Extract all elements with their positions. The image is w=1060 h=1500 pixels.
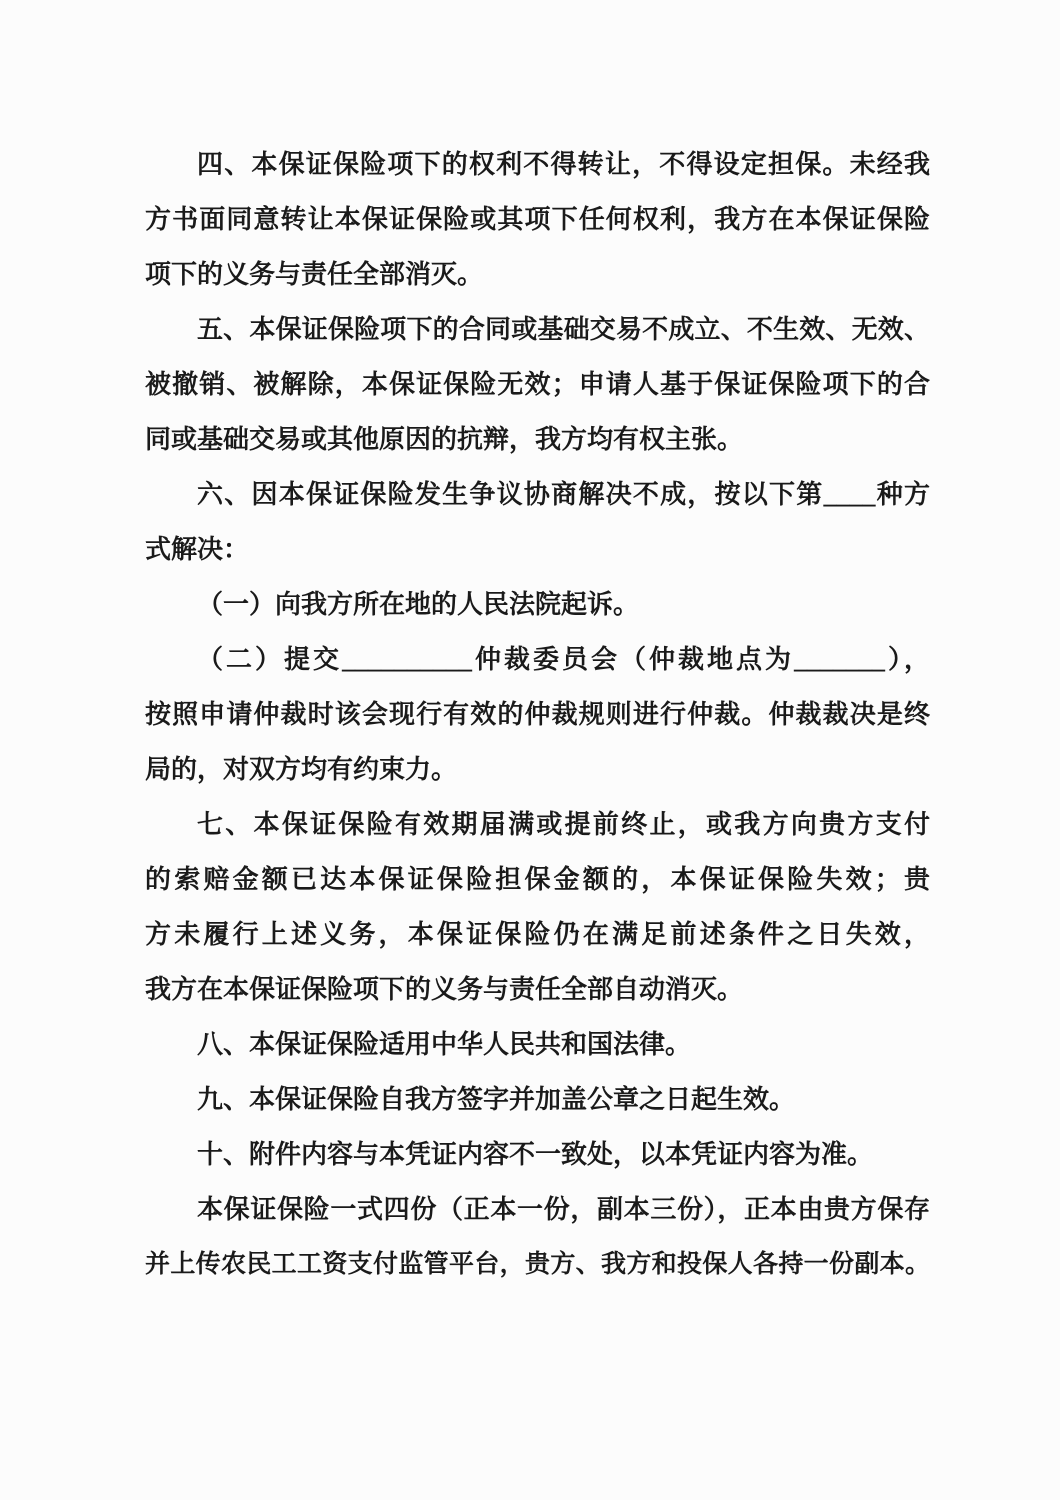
clause-eight: [145, 1017, 1060, 1072]
clause-four-line-3: 项下的义务与责任全部消灭。: [145, 260, 484, 289]
clause-six-option-two-line-2: 按照申请仲裁时该会现行有效的仲裁规则进行仲裁。仲裁裁决是终: [145, 700, 930, 729]
clause-ten-line-1: 十、附件内容与本凭证内容不一致处，以本凭证内容为准。: [197, 1140, 874, 1169]
clause-five: [145, 302, 1060, 467]
clause-four-line-1: 四、本保证保险项下的权利不得转让，不得设定担保。未经我: [197, 150, 930, 179]
clause-seven-line-2: 的索赔金额已达本保证保险担保金额的，本保证保险失效；贵: [145, 865, 930, 894]
clause-nine: [145, 1072, 1060, 1127]
clause-nine-line-1: 九、本保证保险自我方签字并加盖公章之日起生效。: [197, 1085, 796, 1114]
closing-paragraph: [145, 1182, 1060, 1292]
clause-five-line-3: 同或基础交易或其他原因的抗辩，我方均有权主张。: [145, 425, 744, 454]
clause-six-line-1: 六、因本保证保险发生争议协商解决不成，按以下第____种方: [197, 480, 930, 509]
closing-paragraph-line-1: 本保证保险一式四份（正本一份，副本三份），正本由贵方保存: [197, 1195, 930, 1224]
clause-seven-line-1: 七、本保证保险有效期届满或提前终止，或我方向贵方支付: [197, 810, 930, 839]
clause-six-option-one-line-1: （一）向我方所在地的人民法院起诉。: [197, 590, 640, 619]
clause-seven-line-3: 方未履行上述义务，本保证保险仍在满足前述条件之日失效，: [145, 920, 930, 949]
clause-six-option-two-line-3: 局的，对双方均有约束力。: [145, 755, 458, 784]
clause-six-line-2: 式解决：: [145, 535, 250, 564]
clause-seven: [145, 797, 1060, 1017]
clause-four-line-2: 方书面同意转让本保证保险或其项下任何权利，我方在本保证保险: [145, 205, 930, 234]
clause-six-option-one: [145, 577, 1060, 632]
clause-four: [145, 137, 1060, 302]
clause-ten: [145, 1127, 1060, 1182]
clause-six-option-two: [145, 632, 1060, 797]
clause-eight-line-1: 八、本保证保险适用中华人民共和国法律。: [197, 1030, 692, 1059]
clause-five-line-1: 五、本保证保险项下的合同或基础交易不成立、不生效、无效、: [197, 315, 930, 344]
closing-paragraph-line-2: 并上传农民工工资支付监管平台，贵方、我方和投保人各持一份副本。: [145, 1251, 930, 1278]
clause-six: [145, 467, 1060, 577]
clause-six-option-two-line-1: （二）提交__________仲裁委员会（仲裁地点为_______），: [197, 645, 930, 674]
clause-seven-line-4: 我方在本保证保险项下的义务与责任全部自动消灭。: [145, 975, 744, 1004]
clause-five-line-2: 被撤销、被解除，本保证保险无效；申请人基于保证保险项下的合: [145, 370, 930, 399]
